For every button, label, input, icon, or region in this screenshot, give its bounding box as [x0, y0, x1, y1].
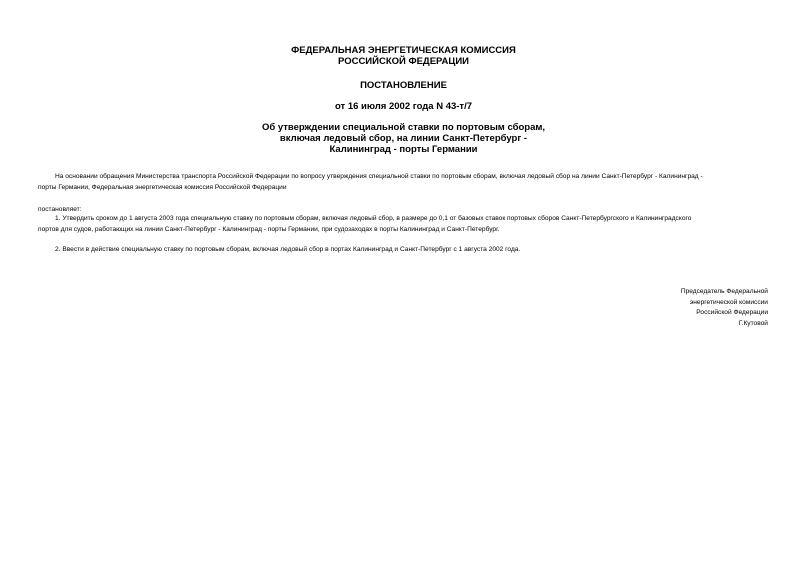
document-date-number: от 16 июля 2002 года N 43-т/7	[334, 101, 473, 112]
item-1-line-1: 1. Утвердить сроком до 1 августа 2003 года специальную ставку по портовым сборам, включая ледовый сбор, в размере до 0,1 от базовых ставок портовых сборов Санкт-Петербургского и Калининградского	[55, 215, 692, 222]
signature-block	[568, 287, 768, 329]
preamble-line-2: порты Германии, Федеральная энергетическая комиссия Российской Федерации	[38, 183, 287, 191]
decision-item-2: 2. Ввести в действие специальную ставку по портовым сборам, включая ледовый сбор в портах Калининград и Санкт-Петербург с 1 августа 2002 года.	[55, 246, 521, 253]
document-type: ПОСТАНОВЛЕНИЕ	[360, 80, 447, 91]
issuing-organization	[0, 45, 807, 67]
signatory-position-line-3: Российской Федерации	[696, 309, 768, 316]
title-line-3: Калининград - порты Германии	[329, 144, 478, 155]
signatory-name: Г.Кутовой	[738, 319, 768, 327]
title-line-2: включая ледовый сбор, на линии Санкт-Петербург -	[279, 133, 528, 144]
signatory-position-line-2: энергетической комиссии	[689, 298, 768, 306]
item-1-line-2: портов для судов, работающих на линии Санкт-Петербург - Калининград - порты Германии, при судозаходах в порты Калининград и Санкт-Петербург.	[38, 225, 500, 233]
decision-item-1	[38, 214, 771, 235]
title-line-1: Об утверждении специальной ставки по портовым сборам,	[261, 122, 546, 133]
organization-line-1: ФЕДЕРАЛЬНАЯ ЭНЕРГЕТИЧЕСКАЯ КОМИССИЯ	[291, 45, 516, 56]
document-title	[0, 122, 807, 155]
decree-word: постановляет:	[38, 206, 82, 213]
organization-line-2: РОССИЙСКОЙ ФЕДЕРАЦИИ	[337, 56, 469, 67]
preamble-paragraph	[38, 172, 771, 193]
preamble-line-1: На основании обращения Министерства транспорта Российской Федерации по вопросу утверждения специальной ставки по портовым сборам, включая ледовый сбор на линии Санкт-Петербург - Калининград -	[55, 173, 703, 180]
signatory-position-line-1: Председатель Федеральной	[680, 288, 768, 295]
